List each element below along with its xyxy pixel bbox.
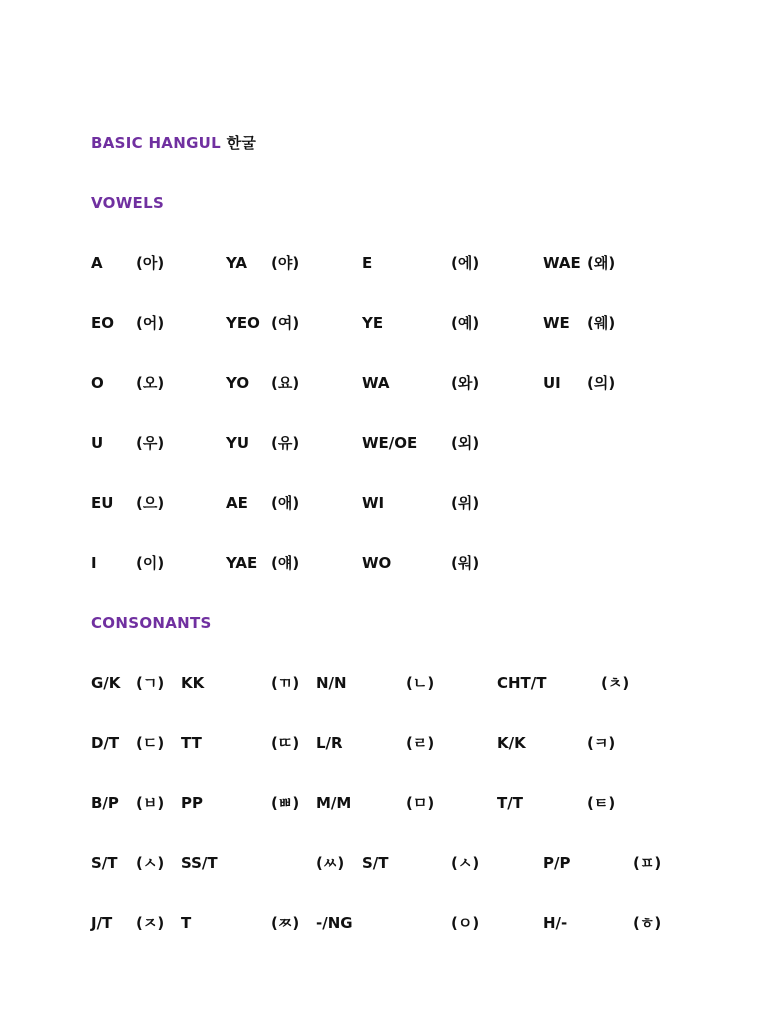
vowel-romanization: UI [543, 374, 561, 392]
consonant-hangul: (ㅅ) [136, 854, 165, 872]
consonant-romanization: B/P [91, 794, 119, 812]
vowel-romanization: EO [91, 314, 114, 332]
vowel-hangul: (으) [136, 494, 165, 512]
page-title [91, 133, 256, 153]
vowel-romanization: YE [362, 314, 384, 332]
consonant-hangul: (ㅍ) [633, 854, 662, 872]
vowel-romanization: WI [362, 494, 385, 512]
vowel-row [0, 373, 768, 393]
vowel-romanization: YU [226, 434, 250, 452]
consonant-romanization: L/R [316, 734, 343, 752]
title-hangul: 한굴 [226, 134, 257, 152]
consonant-romanization: T [181, 914, 192, 932]
consonant-hangul: (ㅉ) [271, 914, 300, 932]
vowel-hangul: (에) [451, 254, 480, 272]
vowel-romanization: A [91, 254, 103, 272]
vowel-romanization: WO [362, 554, 392, 572]
vowel-hangul: (웨) [587, 314, 616, 332]
consonant-hangul: (ㅊ) [601, 674, 630, 692]
consonant-romanization: J/T [91, 914, 113, 932]
consonant-hangul: (ㅋ) [587, 734, 616, 752]
title-text: BASIC HANGUL [91, 134, 222, 152]
consonant-hangul: (ㄸ) [271, 734, 300, 752]
vowel-hangul: (아) [136, 254, 165, 272]
consonant-romanization: K/K [497, 734, 526, 752]
consonant-romanization: SS/T [181, 854, 218, 872]
vowel-row [0, 253, 768, 273]
consonant-romanization: PP [181, 794, 203, 812]
vowel-hangul: (외) [451, 434, 480, 452]
consonant-row [0, 913, 768, 933]
vowel-hangul: (워) [451, 554, 480, 572]
vowel-hangul: (여) [271, 314, 300, 332]
vowel-hangul: (와) [451, 374, 480, 392]
vowel-hangul: (위) [451, 494, 480, 512]
vowel-romanization: YEO [226, 314, 260, 332]
vowel-romanization: EU [91, 494, 114, 512]
vowel-romanization: WE/OE [362, 434, 418, 452]
vowel-hangul: (유) [271, 434, 300, 452]
vowels-heading-text: VOWELS [91, 194, 165, 212]
consonant-row [0, 733, 768, 753]
vowel-row [0, 553, 768, 573]
vowel-hangul: (오) [136, 374, 165, 392]
consonant-hangul: (ㄴ) [406, 674, 435, 692]
consonant-romanization: TT [181, 734, 202, 752]
vowel-hangul: (예) [451, 314, 480, 332]
vowel-romanization: YO [226, 374, 250, 392]
consonant-romanization: H/- [543, 914, 568, 932]
consonant-hangul: (ㅁ) [406, 794, 435, 812]
vowel-romanization: YA [226, 254, 248, 272]
consonant-hangul: (ㄱ) [136, 674, 165, 692]
consonant-romanization: M/M [316, 794, 352, 812]
consonant-hangul: (ㄹ) [406, 734, 435, 752]
consonant-hangul: (ㅆ) [316, 854, 345, 872]
vowel-hangul: (야) [271, 254, 300, 272]
consonant-romanization: CHT/T [497, 674, 547, 692]
vowel-romanization: WA [362, 374, 390, 392]
consonant-romanization: N/N [316, 674, 347, 692]
consonant-romanization: D/T [91, 734, 120, 752]
consonant-hangul: (ㅃ) [271, 794, 300, 812]
vowel-romanization: O [91, 374, 104, 392]
vowel-row [0, 313, 768, 333]
vowel-hangul: (어) [136, 314, 165, 332]
consonant-romanization: G/K [91, 674, 121, 692]
vowel-romanization: U [91, 434, 104, 452]
consonant-romanization: KK [181, 674, 205, 692]
vowel-romanization: E [362, 254, 373, 272]
vowel-hangul: (이) [136, 554, 165, 572]
vowels-heading [91, 193, 164, 213]
consonant-romanization: -/NG [316, 914, 353, 932]
vowel-hangul: (요) [271, 374, 300, 392]
consonant-romanization: S/T [91, 854, 118, 872]
consonant-romanization: T/T [497, 794, 523, 812]
vowel-hangul: (애) [271, 494, 300, 512]
vowel-hangul: (얘) [271, 554, 300, 572]
vowel-hangul: (우) [136, 434, 165, 452]
consonant-hangul: (ㅂ) [136, 794, 165, 812]
consonant-hangul: (ㄲ) [271, 674, 300, 692]
consonant-hangul: (ㅈ) [136, 914, 165, 932]
consonant-row [0, 853, 768, 873]
vowel-hangul: (의) [587, 374, 616, 392]
consonants-heading [91, 613, 212, 633]
consonant-hangul: (ㄷ) [136, 734, 165, 752]
consonant-hangul: (ㅇ) [451, 914, 480, 932]
vowel-romanization: WE [543, 314, 570, 332]
consonant-hangul: (ㅌ) [587, 794, 616, 812]
consonant-romanization: P/P [543, 854, 571, 872]
consonant-row [0, 793, 768, 813]
consonants-heading-text: CONSONANTS [91, 614, 212, 632]
vowel-romanization: YAE [226, 554, 258, 572]
vowel-romanization: AE [226, 494, 248, 512]
consonant-romanization: S/T [362, 854, 389, 872]
consonant-hangul: (ㅎ) [633, 914, 662, 932]
consonant-hangul: (ㅅ) [451, 854, 480, 872]
vowel-row [0, 433, 768, 453]
vowel-romanization: I [91, 554, 97, 572]
consonant-row [0, 673, 768, 693]
vowel-row [0, 493, 768, 513]
vowel-romanization: WAE [543, 254, 581, 272]
vowel-hangul: (왜) [587, 254, 616, 272]
